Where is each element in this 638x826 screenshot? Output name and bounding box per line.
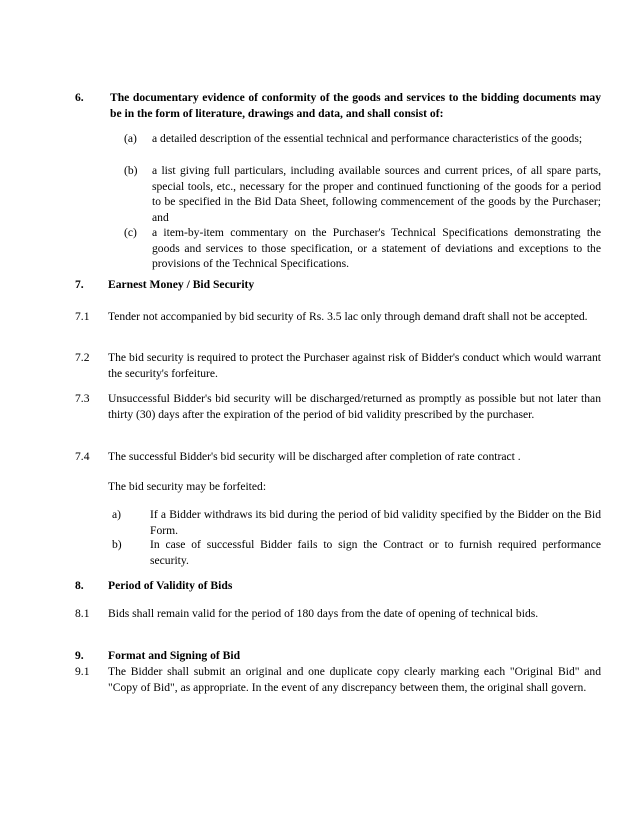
para-7-2-number: 7.2 <box>75 351 90 364</box>
item-a-label: (a) <box>124 132 137 145</box>
item-b-text: a list giving full particulars, including available sources and current prices, of all spare parts, special tools, etc., necessary for the proper and continued functioning of the goods for a period to be specified in the Bid Data Sheet, following commencement of the goods by the Purchaser; and <box>152 164 601 224</box>
section-6-number: 6. <box>75 91 84 104</box>
item-b-label: (b) <box>124 164 138 177</box>
para-7-4-number: 7.4 <box>75 450 90 463</box>
section-9-title: Format and Signing of Bid <box>108 649 241 662</box>
para-7-3-text: Unsuccessful Bidder's bid security will be discharged/returned as promptly as possible but not later than thirty (30) days after the expiration of the period of bid validity prescribed by the purchaser. <box>108 392 601 421</box>
forfeit-item-b-label: b) <box>112 538 122 551</box>
para-9-1-number: 9.1 <box>75 665 90 678</box>
item-c-text: a item-by-item commentary on the Purchaser's Technical Specifications demonstrating the goods and services to those specification, or a statement of deviations and exceptions to the provisions of the Technical Specifications. <box>152 226 601 270</box>
section-7-number: 7. <box>75 278 84 291</box>
forfeit-item-a-text: If a Bidder withdraws its bid during the period of bid validity specified by the Bidder on the Bid Form. <box>150 508 601 537</box>
para-7-3-number: 7.3 <box>75 392 90 405</box>
para-7-4-text: The successful Bidder's bid security will be discharged after completion of rate contract . <box>108 450 521 463</box>
forfeit-intro: The bid security may be forfeited: <box>108 480 267 493</box>
para-9-1-text: The Bidder shall submit an original and one duplicate copy clearly marking each "Original Bid" and "Copy of Bid", as appropriate. In the event of any discrepancy between them, the original shall govern. <box>108 665 601 694</box>
section-7-title: Earnest Money / Bid Security <box>108 278 255 291</box>
para-7-2-text: The bid security is required to protect the Purchaser against risk of Bidder's conduct which would warrant the security's forfeiture. <box>108 351 601 380</box>
forfeit-item-a-label: a) <box>112 508 122 521</box>
section-8-number: 8. <box>75 579 84 592</box>
para-8-1-text: Bids shall remain valid for the period of 180 days from the date of opening of technical bids. <box>108 607 539 620</box>
section-8-title: Period of Validity of Bids <box>108 579 233 592</box>
section-9-number: 9. <box>75 649 84 662</box>
forfeit-item-b-text: In case of successful Bidder fails to sign the Contract or to furnish required performance security. <box>150 538 601 567</box>
para-7-1-text: Tender not accompanied by bid security of Rs. 3.5 lac only through demand draft shall not be accepted. <box>108 310 588 323</box>
para-8-1-number: 8.1 <box>75 607 90 620</box>
section-6-text: The documentary evidence of conformity of the goods and services to the bidding documents may be in the form of literature, drawings and data, and shall consist of: <box>110 91 601 120</box>
item-a-text: a detailed description of the essential technical and performance characteristics of the goods; <box>152 132 583 145</box>
item-c-label: (c) <box>124 226 137 239</box>
para-7-1-number: 7.1 <box>75 310 90 323</box>
